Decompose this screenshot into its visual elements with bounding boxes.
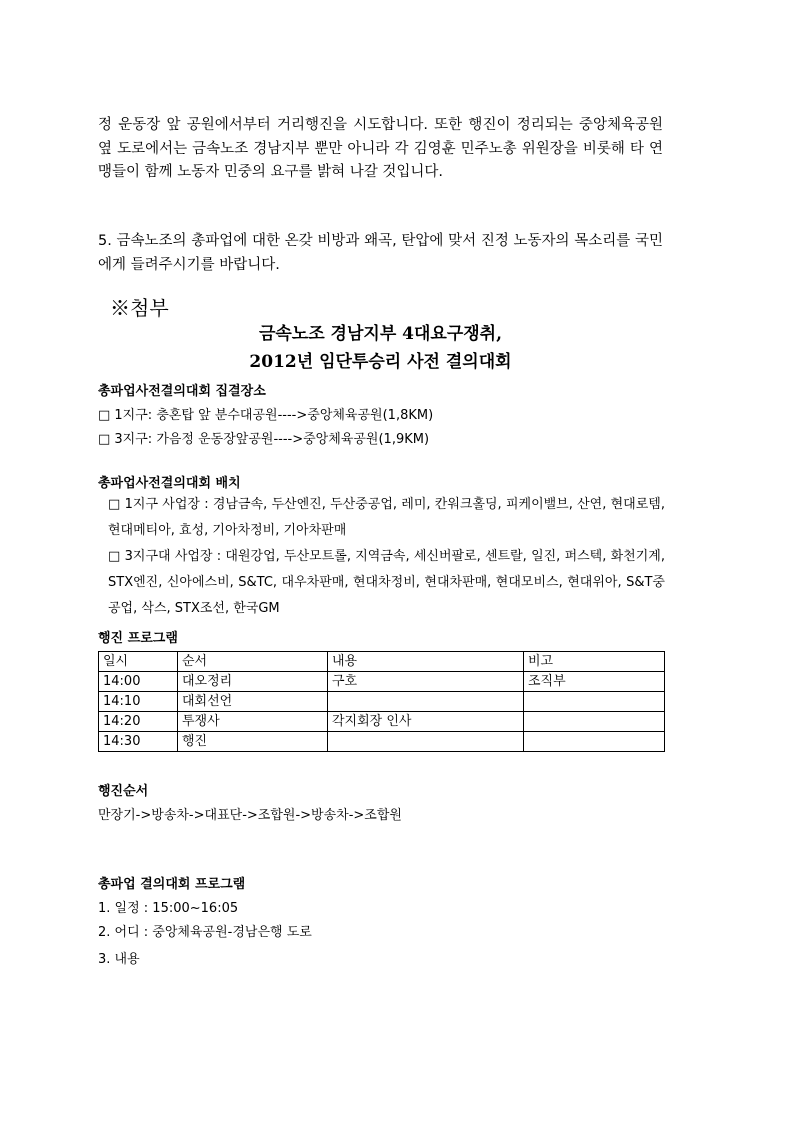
table-cell: 구호 <box>328 672 524 692</box>
march-order-heading: 행진순서 <box>98 784 149 799</box>
attachment-label: ※첨부 <box>110 296 169 320</box>
table-header-cell: 내용 <box>328 652 524 672</box>
rally-program-item-content: 3. 내용 <box>98 952 140 967</box>
table-row <box>99 692 665 712</box>
program-heading: 행진 프로그램 <box>98 631 178 646</box>
rally-program-item-schedule: 1. 일정 : 15:00~16:05 <box>98 901 239 916</box>
body-paragraph-march: 정 운동장 앞 공원에서부터 거리행진을 시도합니다. 또한 행진이 정리되는 중앙체육공원 옆 도로에서는 금속노조 경남지부 뿐만 아니라 각 김영훈 민주노총 위원장을 비롯해 타 연맹들이 함께 노동자 민중의 요구를 밝혀 나갈 것입니다. <box>98 117 663 180</box>
table-cell <box>328 732 524 752</box>
gathering-item-2: □ 3지구: 가음정 운동장앞공원---->중앙체육공원(1,9KM) <box>98 432 430 447</box>
table-header-cell: 일시 <box>99 652 178 672</box>
rally-program-heading: 총파업 결의대회 프로그램 <box>98 877 246 892</box>
gathering-item-1: □ 1지구: 충혼탑 앞 분수대공원---->중앙체육공원(1,8KM) <box>98 408 434 423</box>
table-cell: 행진 <box>178 732 328 752</box>
document-title-line1: 금속노조 경남지부 4대요구쟁취, <box>258 324 503 344</box>
table-cell <box>524 712 665 732</box>
table-cell: 조직부 <box>524 672 665 692</box>
table-cell: 14:00 <box>99 672 178 692</box>
table-header-row <box>99 652 665 672</box>
table-row <box>99 672 665 692</box>
table-header-cell: 비고 <box>524 652 665 672</box>
table-cell: 14:30 <box>99 732 178 752</box>
table-cell: 대회선언 <box>178 692 328 712</box>
table-cell: 대오정리 <box>178 672 328 692</box>
march-program-table <box>98 651 665 752</box>
gathering-heading: 총파업사전결의대회 집결장소 <box>98 384 266 399</box>
placement-item-district3: □ 3지구대 사업장 : 대원강업, 두산모트롤, 지역금속, 세신버팔로, 센트랄, 일진, 퍼스텍, 화천기계, STX엔진, 신아에스비, S&TC, 대우차판매, 현대차정비, 현대차판매, 현대모비스, 현대위아, S&T중공업, 삭스, STX조선, 한국GM <box>108 549 665 616</box>
table-cell: 각지회장 인사 <box>328 712 524 732</box>
table-cell: 투쟁사 <box>178 712 328 732</box>
rally-program-item-location: 2. 어디 : 중앙체육공원-경남은행 도로 <box>98 925 312 940</box>
table-cell: 14:10 <box>99 692 178 712</box>
placement-heading: 총파업사전결의대회 배치 <box>98 476 241 491</box>
table-row <box>99 732 665 752</box>
placement-item-district1: □ 1지구 사업장 : 경남금속, 두산엔진, 두산중공업, 레미, 칸워크홀딩, 피케이밸브, 산연, 현대로템, 현대메티아, 효성, 기아차정비, 기아차판매 <box>108 497 665 538</box>
table-cell <box>328 692 524 712</box>
table-header-cell: 순서 <box>178 652 328 672</box>
march-order-text: 만장기->방송차->대표단->조합원->방송차->조합원 <box>98 808 402 823</box>
body-paragraph-appeal: 5. 금속노조의 총파업에 대한 온갖 비방과 왜곡, 탄압에 맞서 진정 노동자의 목소리를 국민에게 들려주시기를 바랍니다. <box>98 233 663 273</box>
table-cell <box>524 692 665 712</box>
table-row <box>99 712 665 732</box>
table-cell <box>524 732 665 752</box>
document-title-line2: 2012년 임단투승리 사전 결의대회 <box>249 352 512 372</box>
table-cell: 14:20 <box>99 712 178 732</box>
